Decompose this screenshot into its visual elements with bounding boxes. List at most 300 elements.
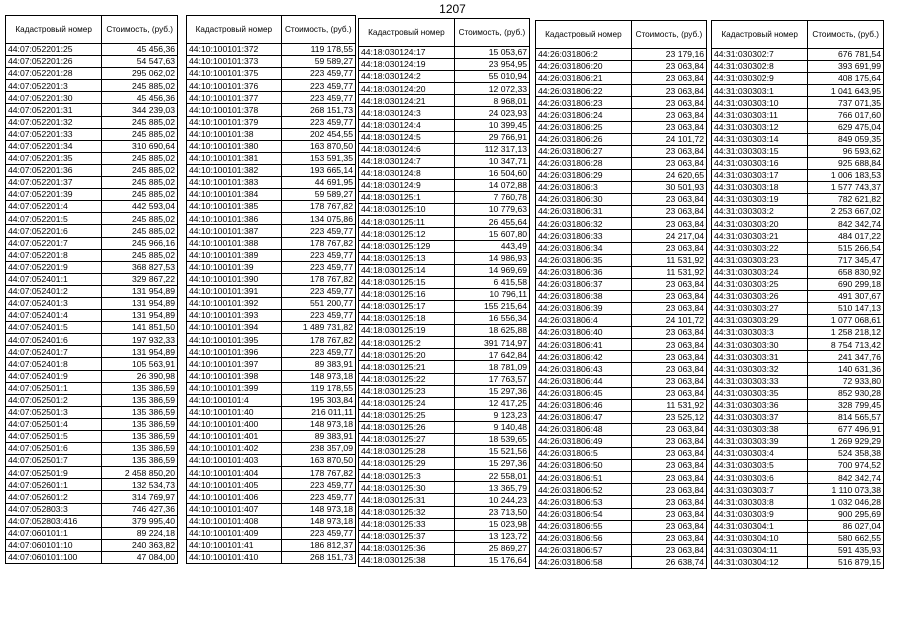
cost-cell: 268 151,73 [281,551,355,563]
cadastral-number-cell: 44:07:052501:1 [6,382,102,394]
cost-cell: 135 386,59 [102,406,178,418]
table-row [187,140,356,152]
cost-cell: 135 386,59 [102,443,178,455]
table-row [359,482,530,494]
table-row [6,394,178,406]
cadastral-table-5 [711,20,884,569]
cadastral-number-cell: 44:10:100101:410 [187,551,282,563]
cadastral-number-cell: 44:07:052501:4 [6,418,102,430]
cost-cell: 484 017,22 [808,230,884,242]
cadastral-number-cell: 44:07:052201:28 [6,68,102,80]
table-header-row [359,19,530,47]
cadastral-number-cell: 44:26:031806:49 [536,436,632,448]
cost-cell: 153 591,35 [281,152,355,164]
cost-cell: 15 297,36 [454,385,529,397]
cadastral-number-cell: 44:10:100101:382 [187,164,282,176]
cost-cell: 223 459,77 [281,80,355,92]
cadastral-number-cell: 44:10:100101:385 [187,201,282,213]
table-row [712,254,884,266]
cost-cell: 178 767,82 [281,201,355,213]
cadastral-number-cell: 44:10:100101:384 [187,189,282,201]
cadastral-number-cell: 44:18:030124:20 [359,83,455,95]
cadastral-number-cell: 44:07:052401:5 [6,322,102,334]
cost-cell: 245 885,02 [102,80,178,92]
table-row [712,242,884,254]
table-row [359,458,530,470]
table-row [6,491,178,503]
cadastral-number-cell: 44:31:030303:26 [712,290,808,302]
table-row [6,249,178,261]
cost-cell: 524 358,38 [808,448,884,460]
cost-cell: 23 063,84 [631,460,706,472]
cadastral-number-cell: 44:07:052401:9 [6,370,102,382]
cadastral-number-cell: 44:18:030124:3 [359,107,455,119]
table-row [712,375,884,387]
cadastral-number-cell: 44:26:031806:31 [536,206,632,218]
cost-cell: 223 459,77 [281,527,355,539]
cadastral-number-cell: 44:31:030303:17 [712,169,808,181]
table-row [712,484,884,496]
cadastral-number-cell: 44:26:031806:38 [536,290,632,302]
cost-cell: 1 489 731,82 [281,322,355,334]
table-row [187,503,356,515]
table-row [712,230,884,242]
cadastral-number-cell: 44:18:030125:24 [359,397,455,409]
cadastral-number-cell: 44:26:031806:57 [536,544,632,556]
table-row [359,47,530,59]
table-row [536,375,707,387]
cadastral-number-cell: 44:31:030303:18 [712,182,808,194]
cost-cell: 10 347,71 [454,155,529,167]
table-row [536,145,707,157]
cadastral-number-cell: 44:10:100101:391 [187,285,282,297]
table-row [712,121,884,133]
cost-cell: 44 691,95 [281,177,355,189]
cost-cell: 10 779,63 [454,204,529,216]
cost-cell: 23 713,50 [454,506,529,518]
table-row [536,423,707,435]
cadastral-number-cell: 44:18:030125:20 [359,349,455,361]
cadastral-number-cell: 44:18:030125:18 [359,313,455,325]
cost-cell: 135 386,59 [102,455,178,467]
cost-cell: 89 224,18 [102,527,178,539]
table-row [187,152,356,164]
table-row [536,496,707,508]
cadastral-number-cell: 44:10:100101:392 [187,297,282,309]
cost-cell: 14 969,69 [454,264,529,276]
cadastral-number-cell: 44:31:030303:21 [712,230,808,242]
cost-cell: 148 973,18 [281,418,355,430]
cadastral-number-cell: 44:31:030303:3 [712,327,808,339]
table-row [6,92,178,104]
cadastral-number-cell: 44:10:100101:405 [187,479,282,491]
cadastral-number-cell: 44:31:030303:15 [712,145,808,157]
cost-cell: 13 365,79 [454,482,529,494]
cadastral-number-cell: 44:18:030124:6 [359,143,455,155]
cost-cell: 515 266,54 [808,242,884,254]
cadastral-number-cell: 44:26:031806:43 [536,363,632,375]
table-row [712,411,884,423]
cadastral-number-cell: 44:10:100101:387 [187,225,282,237]
cost-cell: 45 456,36 [102,92,178,104]
table-row [536,532,707,544]
cadastral-number-cell: 44:31:030303:30 [712,339,808,351]
cadastral-number-cell: 44:26:031806:58 [536,556,632,568]
cost-cell: 17 763,57 [454,373,529,385]
table-row [712,423,884,435]
cadastral-number-cell: 44:26:031806:4 [536,315,632,327]
table-row [6,551,178,563]
cadastral-number-cell: 44:10:100101:394 [187,322,282,334]
table-row [712,157,884,169]
cadastral-number-cell: 44:31:030303:12 [712,121,808,133]
cost-cell: 925 688,84 [808,157,884,169]
cadastral-number-cell: 44:07:052401:4 [6,310,102,322]
table-row [536,169,707,181]
cost-cell: 1 269 929,29 [808,436,884,448]
cadastral-number-cell: 44:18:030124:17 [359,47,455,59]
cost-cell: 89 383,91 [281,431,355,443]
table-row [187,358,356,370]
table-row [359,143,530,155]
cadastral-number-cell: 44:18:030125:19 [359,325,455,337]
cadastral-number-cell: 44:18:030124:7 [359,155,455,167]
cost-cell: 1 006 183,53 [808,169,884,181]
cadastral-number-cell: 44:18:030125:15 [359,276,455,288]
cost-cell: 135 386,59 [102,382,178,394]
cadastral-number-cell: 44:31:030303:27 [712,302,808,314]
table-row [536,411,707,423]
table-row [187,116,356,128]
cost-cell: 29 766,91 [454,131,529,143]
cadastral-number-cell: 44:31:030303:6 [712,472,808,484]
table-row [712,448,884,460]
cost-cell: 516 879,15 [808,556,884,568]
cadastral-number-cell: 44:18:030125:31 [359,494,455,506]
cost-cell: 178 767,82 [281,467,355,479]
cost-cell: 676 781,54 [808,49,884,61]
cadastral-number-cell: 44:07:052201:32 [6,116,102,128]
cost-cell: 766 017,60 [808,109,884,121]
cost-cell: 23 063,84 [631,85,706,97]
table-row [536,290,707,302]
cost-cell: 59 589,27 [281,56,355,68]
cost-cell: 1 032 046,28 [808,496,884,508]
cost-cell: 245 885,02 [102,189,178,201]
cadastral-number-cell: 44:07:052401:8 [6,358,102,370]
table-row [536,399,707,411]
table-row [536,339,707,351]
cadastral-number-cell: 44:07:060101:1 [6,527,102,539]
cost-cell: 245 885,02 [102,225,178,237]
cadastral-number-cell: 44:18:030125:13 [359,252,455,264]
cadastral-number-cell: 44:10:100101:40 [187,406,282,418]
cadastral-number-cell: 44:18:030125:129 [359,240,455,252]
cost-cell: 1 041 643,95 [808,85,884,97]
table-row [187,92,356,104]
cadastral-number-cell: 44:18:030125:17 [359,300,455,312]
cost-cell: 23 063,84 [631,544,706,556]
table-row [187,68,356,80]
cost-cell: 135 386,59 [102,394,178,406]
cadastral-number-cell: 44:07:052201:7 [6,237,102,249]
table-row [6,334,178,346]
cadastral-number-cell: 44:07:052201:34 [6,140,102,152]
table-row [6,44,178,56]
header-cost: Стоимость, (руб.) [281,16,355,44]
cadastral-number-cell: 44:26:031806:3 [536,182,632,194]
table-row [712,278,884,290]
table-row [187,237,356,249]
cadastral-number-cell: 44:26:031806:54 [536,508,632,520]
table-row [187,322,356,334]
cost-cell: 1 577 743,37 [808,182,884,194]
cadastral-number-cell: 44:26:031806:20 [536,61,632,73]
cadastral-number-cell: 44:18:030125:38 [359,554,455,566]
cadastral-number-cell: 44:26:031806:39 [536,302,632,314]
table-row [359,325,530,337]
cost-cell: 24 101,72 [631,315,706,327]
table-row [712,97,884,109]
cadastral-number-cell: 44:07:060101:100 [6,551,102,563]
cost-cell: 25 869,27 [454,542,529,554]
cadastral-number-cell: 44:10:100101:373 [187,56,282,68]
cadastral-number-cell: 44:31:030304:12 [712,556,808,568]
cost-cell: 10 244,23 [454,494,529,506]
table-row [536,508,707,520]
cost-cell: 223 459,77 [281,479,355,491]
table-row [712,387,884,399]
cadastral-number-cell: 44:07:052201:39 [6,189,102,201]
cost-cell: 23 063,84 [631,109,706,121]
table-row [536,302,707,314]
table-row [6,370,178,382]
table-row [187,44,356,56]
cost-cell: 131 954,89 [102,310,178,322]
table-row [536,182,707,194]
cost-cell: 245 885,02 [102,213,178,225]
cost-cell: 245 966,16 [102,237,178,249]
cost-cell: 23 063,84 [631,73,706,85]
table-row [359,59,530,71]
cadastral-number-cell: 44:10:100101:378 [187,104,282,116]
cadastral-number-cell: 44:18:030124:9 [359,180,455,192]
cadastral-table-3 [358,18,530,567]
cadastral-number-cell: 44:07:052803:3 [6,503,102,515]
cost-cell: 24 217,04 [631,230,706,242]
cadastral-number-cell: 44:26:031806:22 [536,85,632,97]
table-row [187,382,356,394]
table-row [359,252,530,264]
table-row [6,322,178,334]
table-row [359,530,530,542]
cadastral-number-cell: 44:07:052201:9 [6,261,102,273]
cost-cell: 96 593,62 [808,145,884,157]
cost-cell: 9 140,48 [454,421,529,433]
cost-cell: 551 200,77 [281,297,355,309]
cost-cell: 23 063,84 [631,242,706,254]
cadastral-number-cell: 44:10:100101:393 [187,310,282,322]
table-row [359,446,530,458]
table-row [712,182,884,194]
cost-cell: 12 072,33 [454,83,529,95]
table-row [187,418,356,430]
cost-cell: 658 830,92 [808,266,884,278]
table-row [187,177,356,189]
table-row [187,370,356,382]
table-row [359,95,530,107]
table-row [536,97,707,109]
cadastral-number-cell: 44:26:031806:53 [536,496,632,508]
table-row [536,363,707,375]
cadastral-number-cell: 44:26:031806:46 [536,399,632,411]
cost-cell: 23 063,84 [631,339,706,351]
cadastral-number-cell: 44:26:031806:27 [536,145,632,157]
table-row [6,104,178,116]
table-row [712,472,884,484]
cost-cell: 18 539,65 [454,434,529,446]
table-row [187,249,356,261]
cost-cell: 23 063,84 [631,157,706,169]
cost-cell: 23 063,84 [631,145,706,157]
cost-cell: 23 063,84 [631,194,706,206]
table-row [187,225,356,237]
cadastral-number-cell: 44:18:030125:36 [359,542,455,554]
cost-cell: 105 563,91 [102,358,178,370]
table-row [187,334,356,346]
cost-cell: 6 415,58 [454,276,529,288]
cadastral-number-cell: 44:18:030125:2 [359,337,455,349]
cost-cell: 24 620,65 [631,169,706,181]
cost-cell: 1 258 218,12 [808,327,884,339]
table-row [6,261,178,273]
cadastral-number-cell: 44:18:030125:22 [359,373,455,385]
cost-cell: 23 525,12 [631,411,706,423]
table-row [712,133,884,145]
cost-cell: 24 101,72 [631,133,706,145]
cost-cell: 14 986,93 [454,252,529,264]
table-row [187,261,356,273]
table-row [359,385,530,397]
cost-cell: 10 796,11 [454,288,529,300]
cadastral-number-cell: 44:07:052201:33 [6,128,102,140]
cadastral-number-cell: 44:18:030125:1 [359,192,455,204]
cost-cell: 814 565,57 [808,411,884,423]
cadastral-number-cell: 44:18:030125:11 [359,216,455,228]
table-row [187,346,356,358]
table-row [536,194,707,206]
header-cadastral-number: Кадастровый номер [536,21,632,49]
table-row [536,520,707,532]
table-row [6,140,178,152]
table-row [712,218,884,230]
cost-cell: 223 459,77 [281,261,355,273]
cadastral-number-cell: 44:10:100101:376 [187,80,282,92]
cost-cell: 1 077 068,61 [808,315,884,327]
cost-cell: 328 799,45 [808,399,884,411]
cost-cell: 134 075,86 [281,213,355,225]
cost-cell: 842 342,74 [808,472,884,484]
cost-cell: 245 885,02 [102,128,178,140]
cost-cell: 737 071,35 [808,97,884,109]
cadastral-number-cell: 44:07:052401:1 [6,273,102,285]
table-row [536,327,707,339]
cadastral-number-cell: 44:18:030125:37 [359,530,455,542]
cadastral-number-cell: 44:26:031806:41 [536,339,632,351]
cadastral-number-cell: 44:31:030303:4 [712,448,808,460]
table-row [536,109,707,121]
header-cadastral-number: Кадастровый номер [359,19,455,47]
cadastral-number-cell: 44:26:031806:26 [536,133,632,145]
cost-cell: 8 754 713,42 [808,339,884,351]
cost-cell: 2 458 850,20 [102,467,178,479]
table-row [536,556,707,568]
cost-cell: 216 011,11 [281,406,355,418]
cadastral-number-cell: 44:07:052501:3 [6,406,102,418]
table-row [359,554,530,566]
cadastral-number-cell: 44:18:030125:33 [359,518,455,530]
table-row [712,520,884,532]
table-row [6,213,178,225]
cost-cell: 23 063,84 [631,363,706,375]
cost-cell: 186 812,37 [281,539,355,551]
cost-cell: 23 063,84 [631,290,706,302]
table-row [712,544,884,556]
table-row [359,470,530,482]
table-row [359,192,530,204]
cadastral-number-cell: 44:10:100101:383 [187,177,282,189]
cadastral-number-cell: 44:31:030303:10 [712,97,808,109]
cadastral-number-cell: 44:10:100101:398 [187,370,282,382]
cadastral-number-cell: 44:10:100101:401 [187,431,282,443]
cadastral-number-cell: 44:26:031806:45 [536,387,632,399]
cost-cell: 223 459,77 [281,225,355,237]
table-row [359,434,530,446]
cadastral-number-cell: 44:18:030125:16 [359,288,455,300]
cost-cell: 223 459,77 [281,310,355,322]
header-cost: Стоимость, (руб.) [102,16,178,44]
cadastral-number-cell: 44:18:030125:27 [359,434,455,446]
cost-cell: 2 253 667,02 [808,206,884,218]
cost-cell: 223 459,77 [281,346,355,358]
cadastral-number-cell: 44:07:052803:416 [6,515,102,527]
cost-cell: 16 504,60 [454,167,529,179]
table-row [712,556,884,568]
cost-cell: 223 459,77 [281,68,355,80]
cadastral-number-cell: 44:26:031806:34 [536,242,632,254]
cadastral-number-cell: 44:07:052201:36 [6,164,102,176]
cost-cell: 295 062,02 [102,68,178,80]
table-row [359,313,530,325]
cost-cell: 23 063,84 [631,206,706,218]
cost-cell: 135 386,59 [102,431,178,443]
table-row [536,133,707,145]
table-row [359,300,530,312]
table-row [6,406,178,418]
cadastral-number-cell: 44:18:030125:28 [359,446,455,458]
cadastral-number-cell: 44:10:100101:397 [187,358,282,370]
table-row [712,436,884,448]
cadastral-number-cell: 44:26:031806:47 [536,411,632,423]
table-row [536,436,707,448]
table-row [187,80,356,92]
cadastral-number-cell: 44:07:052201:6 [6,225,102,237]
table-row [536,484,707,496]
table-row [359,204,530,216]
table-row [359,240,530,252]
cadastral-number-cell: 44:10:100101:39 [187,261,282,273]
table-row [187,406,356,418]
